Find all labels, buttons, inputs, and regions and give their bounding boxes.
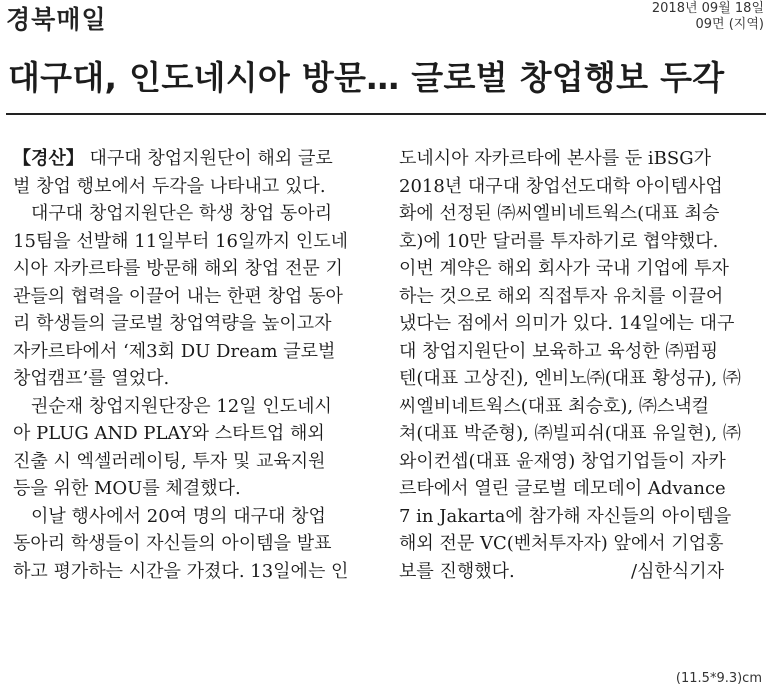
article-line: 7 in Jakarta에 참가해 자신들의 아이템을 [399,505,732,527]
article-line: 벌 창업 행보에서 두각을 나타내고 있다. [13,175,326,197]
article-line: 대구대 창업지원단은 학생 창업 동아리 [31,203,333,224]
article-line: 냈다는 점에서 의미가 있다. 14일에는 대구 [399,313,735,334]
article-column-left [13,145,348,585]
article-column-right [399,145,741,585]
article-line: 해외 전문 VC(벤처투자자) 앞에서 기업홍 [399,533,724,554]
article-line: 15팀을 선발해 11일부터 16일까지 인도네 [13,230,349,252]
publication-meta [652,1,764,33]
article-line: 아 PLUG AND PLAY와 스타트업 해외 [13,423,325,444]
newspaper-masthead: 경북매일 [6,5,107,34]
article-line: 진출 시 엑셀러레이팅, 투자 및 교육지원 [13,450,326,472]
article-line: 텐(대표 고상진), 엔비노㈜(대표 황성규), ㈜ [399,368,741,389]
article-line: 화에 선정된 ㈜씨엘비네트웍스(대표 최승 [399,203,720,224]
article-line: 자카르타에서 ‘제3회 DU Dream 글로벌 [13,340,336,362]
article-line: 대 창업지원단이 보육하고 육성한 ㈜펌핑 [399,340,719,362]
article-line: 르타에서 열린 글로벌 데모데이 Advance [399,478,726,499]
article-byline: /심한식기자 [631,560,725,582]
article-line: 창업캠프’를 열었다. [13,368,170,389]
article-line: 리 학생들의 글로벌 창업역량을 높이고자 [13,313,332,334]
page-section: 09면 (지역) [695,17,764,32]
article-line: 하는 것으로 해외 직접투자 유치를 이끌어 [399,285,724,307]
article-line: 와이컨셉(대표 윤재영) 창업기업들이 자카 [399,450,726,472]
article-dateline: 【경산】 [13,148,84,169]
article-headline: 대구대, 인도네시아 방문… 글로벌 창업행보 두각 [8,58,725,97]
article-line: 등을 위한 MOU를 체결했다. [13,478,241,499]
publication-date: 2018년 09월 18일 [651,1,764,16]
article-line: 호)에 10만 달러를 투자하기로 협약했다. [399,230,719,252]
article-line: 쳐(대표 박준형), ㈜빌피쉬(대표 유일현), ㈜ [399,423,741,444]
article-line: 【경산】 대구대 창업지원단이 해외 글로 [13,148,333,169]
article-line: 관들의 협력을 이끌어 내는 한편 창업 동아 [13,285,343,307]
article-line: 권순재 창업지원단장은 12일 인도네시 [31,395,332,417]
headline-divider [6,113,766,115]
article-line: 2018년 대구대 창업선도대학 아이템사업 [399,175,723,197]
article-line: 보를 진행했다. /심한식기자 [399,558,515,586]
article-line: 하고 평가하는 시간을 가졌다. 13일에는 인 [13,560,349,582]
article-line: 동아리 학생들이 자신들의 아이템을 발표 [13,533,332,554]
article-line: 이날 행사에서 20여 명의 대구대 창업 [31,505,326,527]
article-line: 시아 자카르타를 방문해 해외 창업 전문 기 [13,258,343,279]
clipping-size: (11.5*9.3)cm [675,671,762,686]
article-line: 도네시아 자카르타에 본사를 둔 iBSG가 [399,148,712,169]
article-line: 이번 계약은 해외 회사가 국내 기업에 투자 [399,258,729,279]
article-line: 씨엘비네트웍스(대표 최승호), ㈜스낵컬 [399,395,710,417]
